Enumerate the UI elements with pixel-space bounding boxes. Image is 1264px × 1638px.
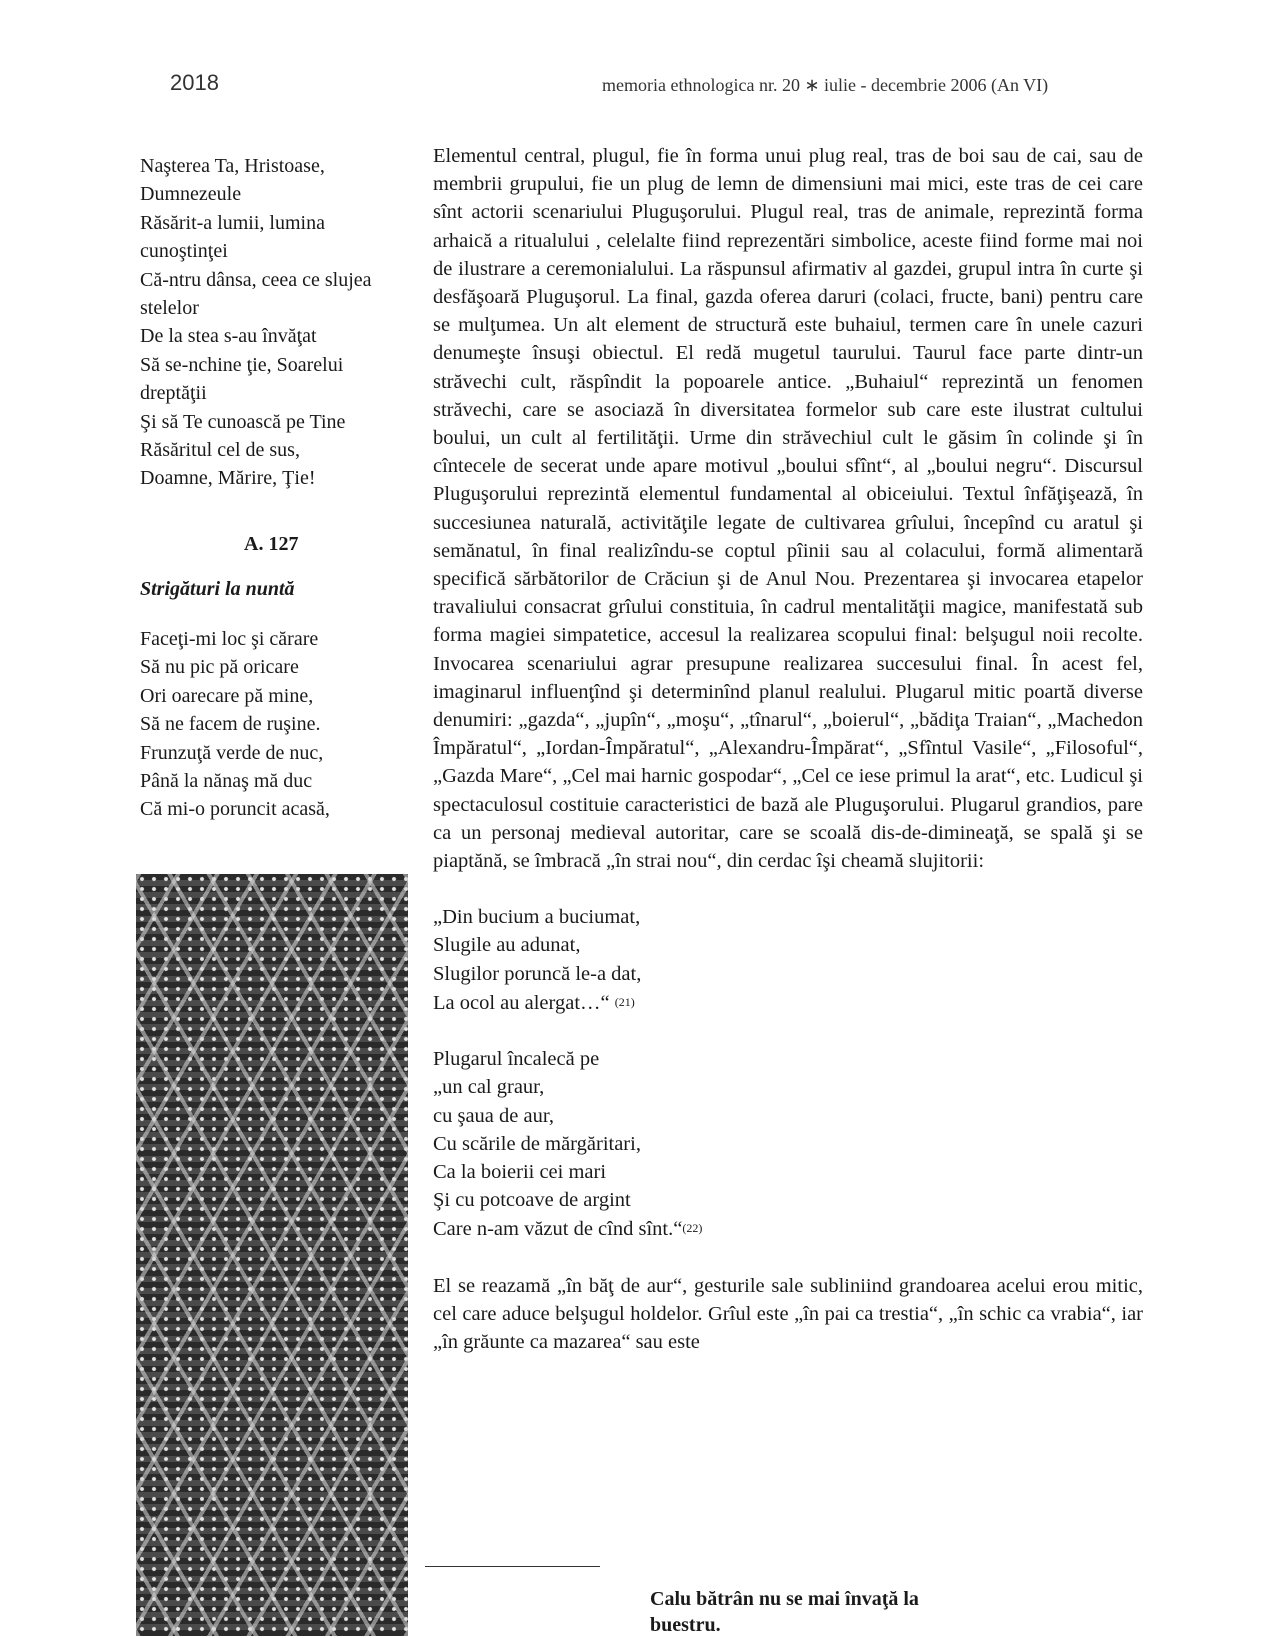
verse-line: cu şaua de aur, <box>433 1104 554 1127</box>
verse-line: Şi cu potcoave de argint <box>433 1189 631 1212</box>
song-line: Că mi-o poruncit acasă, <box>140 798 330 821</box>
poem-line: Doamne, Mărire, Ţie! <box>140 467 316 490</box>
main-column <box>433 142 1143 1356</box>
poem-line: Răsăritul cel de sus, <box>140 439 300 462</box>
verse-text: La ocol au alergat…“ <box>433 991 610 1014</box>
song-line: Ori oarecare pă mine, <box>140 684 314 707</box>
song-line: Să nu pic pă oricare <box>140 656 299 679</box>
footnote-separator <box>425 1566 600 1567</box>
verse-quote <box>433 903 1143 1017</box>
song-title: Strigături la nuntă <box>140 577 295 600</box>
poem-line: cunoştinţei <box>140 240 228 263</box>
verse-line <box>433 1214 1143 1243</box>
song-number: A. 127 <box>244 532 299 555</box>
poem-line: dreptăţii <box>140 382 207 405</box>
verse-line: Slugile au adunat, <box>433 934 581 957</box>
poem-line: De la stea s-au învăţat <box>140 325 317 348</box>
verse-intro: Plugarul încalecă pe <box>433 1048 600 1071</box>
poem-line: Răsărit-a lumii, lumina <box>140 211 325 234</box>
footnote-ref: (21) <box>614 994 635 1009</box>
verse-quote <box>433 1045 1143 1243</box>
proverb: Calu bătrân nu se mai învaţă la buestru. <box>650 1588 919 1636</box>
wedding-song <box>140 625 430 824</box>
left-column <box>140 152 430 824</box>
verse-line <box>433 988 1143 1017</box>
poem-line: Că-ntru dânsa, ceea ce slujea <box>140 268 372 291</box>
woven-textile-image <box>136 874 408 1636</box>
verse-line: Cu scările de mărgăritari, <box>433 1132 641 1155</box>
verse-line: Ca la boierii cei mari <box>433 1160 607 1183</box>
carol-poem <box>140 152 430 493</box>
poem-line: Dumnezeule <box>140 183 242 206</box>
verse-text: Care n-am văzut de cînd sînt.“ <box>433 1218 683 1241</box>
song-line: Până la nănaş mă duc <box>140 769 313 792</box>
verse-line: „un cal graur, <box>433 1076 545 1099</box>
song-line: Faceţi-mi loc şi cărare <box>140 627 319 650</box>
paragraph: El se reazamă „în băţ de aur“, gesturile sale subliniind grandoarea acelui erou mitic, cel care aduce belşugul holdelor. Grîul este „în pai ca trestia“, „în schic ca vrabia“, iar „în grăunte ca mazarea“ sau este <box>433 1274 1143 1353</box>
song-line: Frunzuţă verde de nuc, <box>140 741 324 764</box>
paragraph: Elementul central, plugul, fie în forma unui plug real, tras de boi sau de cai, sau de membrii grupului, fie un plug de lemn de dimensiuni mai mici, este tras de cei care sînt actorii scenariului Pluguşorului. Plugul real, tras de animale, reprezintă forma arhaică a ritualului , celelalte fiind reprezentări simbolice, aceste fiind forme mai noi de ilustrare a ceremonialului. La răspunsul afirmativ al gazdei, grupul intra în curte şi desfăşoară Pluguşorul. La final, gazda oferea daruri (colaci, fructe, bani) pentru care se mulţumea. Un alt element de structură este buhaiul, termen care în unele cazuri denumeşte însuşi obiectul. El redă mugetul taurului. Taurul face parte dintr-un străvechi cult, răspîndit la popoarele antice. „Buhaiul“ reprezintă un fenomen străvechi, care se asociază în diversitatea formelor sub care este ilustrat cultului boului, un cult al fertilităţii. Urme din străvechiul cult le găsim în colinde şi în cîntecele de secerat unde apare motivul „boului sfînt“, al „boului negru“. Discursul Pluguşorului reprezintă elementul fundamental al obiceiului. Textul înfăţişează, în succesiunea naturală, activităţile legate de cultivarea grîului, începînd cu aratul şi semănatul, în final realizîndu-se coptul pîinii sau al colacului, formă alimentară specifică sărbătorilor de Crăciun şi de Anul Nou. Prezentarea şi invocarea etapelor travaliului consacrat grîului constituia, în cadrul mentalităţii magice, manifestată sub forma magiei simpatetice, accesul la realizarea scopului final: belşugul noii recolte. Invocarea scenariului agrar presupune realizarea succesului final. În acest fel, imaginarul influenţînd şi determinînd planul realului. Plugarul mitic poartă diverse denumiri: „gazda“, „jupîn“, „moşu“, „tînarul“, „boierul“, „bădiţa Traian“, „Machedon Împăratul“, „Iordan-Împăratul“, „Alexandru-Împărat“, „Sfîntul Vasile“, „Filosoful“, „Gazda Mare“, „Cel mai harnic gospodar“, „Cel ce iese primul la arat“, etc. Ludicul şi spectaculosul costituie caracteristici de bază ale Pluguşorului. Plugarul grandios, pare ca un personaj medieval autoritar, care se scoală dis-de-dimineaţă, se spală şi se piaptănă, se îmbracă „în strai nou“, din cerdac îşi cheamă slujitorii: <box>433 145 1143 873</box>
poem-line: Să se-nchine ţie, Soarelui <box>140 353 344 376</box>
poem-line: Şi să Te cunoască pe Tine <box>140 410 346 433</box>
verse-line: Slugilor poruncă le-a dat, <box>433 962 642 985</box>
page-number: 2018 <box>170 70 219 95</box>
footnote-ref: (22) <box>682 1221 703 1236</box>
verse-line: „Din bucium a buciumat, <box>433 906 641 929</box>
poem-line: Naşterea Ta, Hristoase, <box>140 155 325 177</box>
song-line: Să ne facem de ruşine. <box>140 713 321 736</box>
journal-header: memoria ethnologica nr. 20 ∗ iulie - decembrie 2006 (An VI) <box>602 75 1049 95</box>
poem-line: stelelor <box>140 297 199 320</box>
